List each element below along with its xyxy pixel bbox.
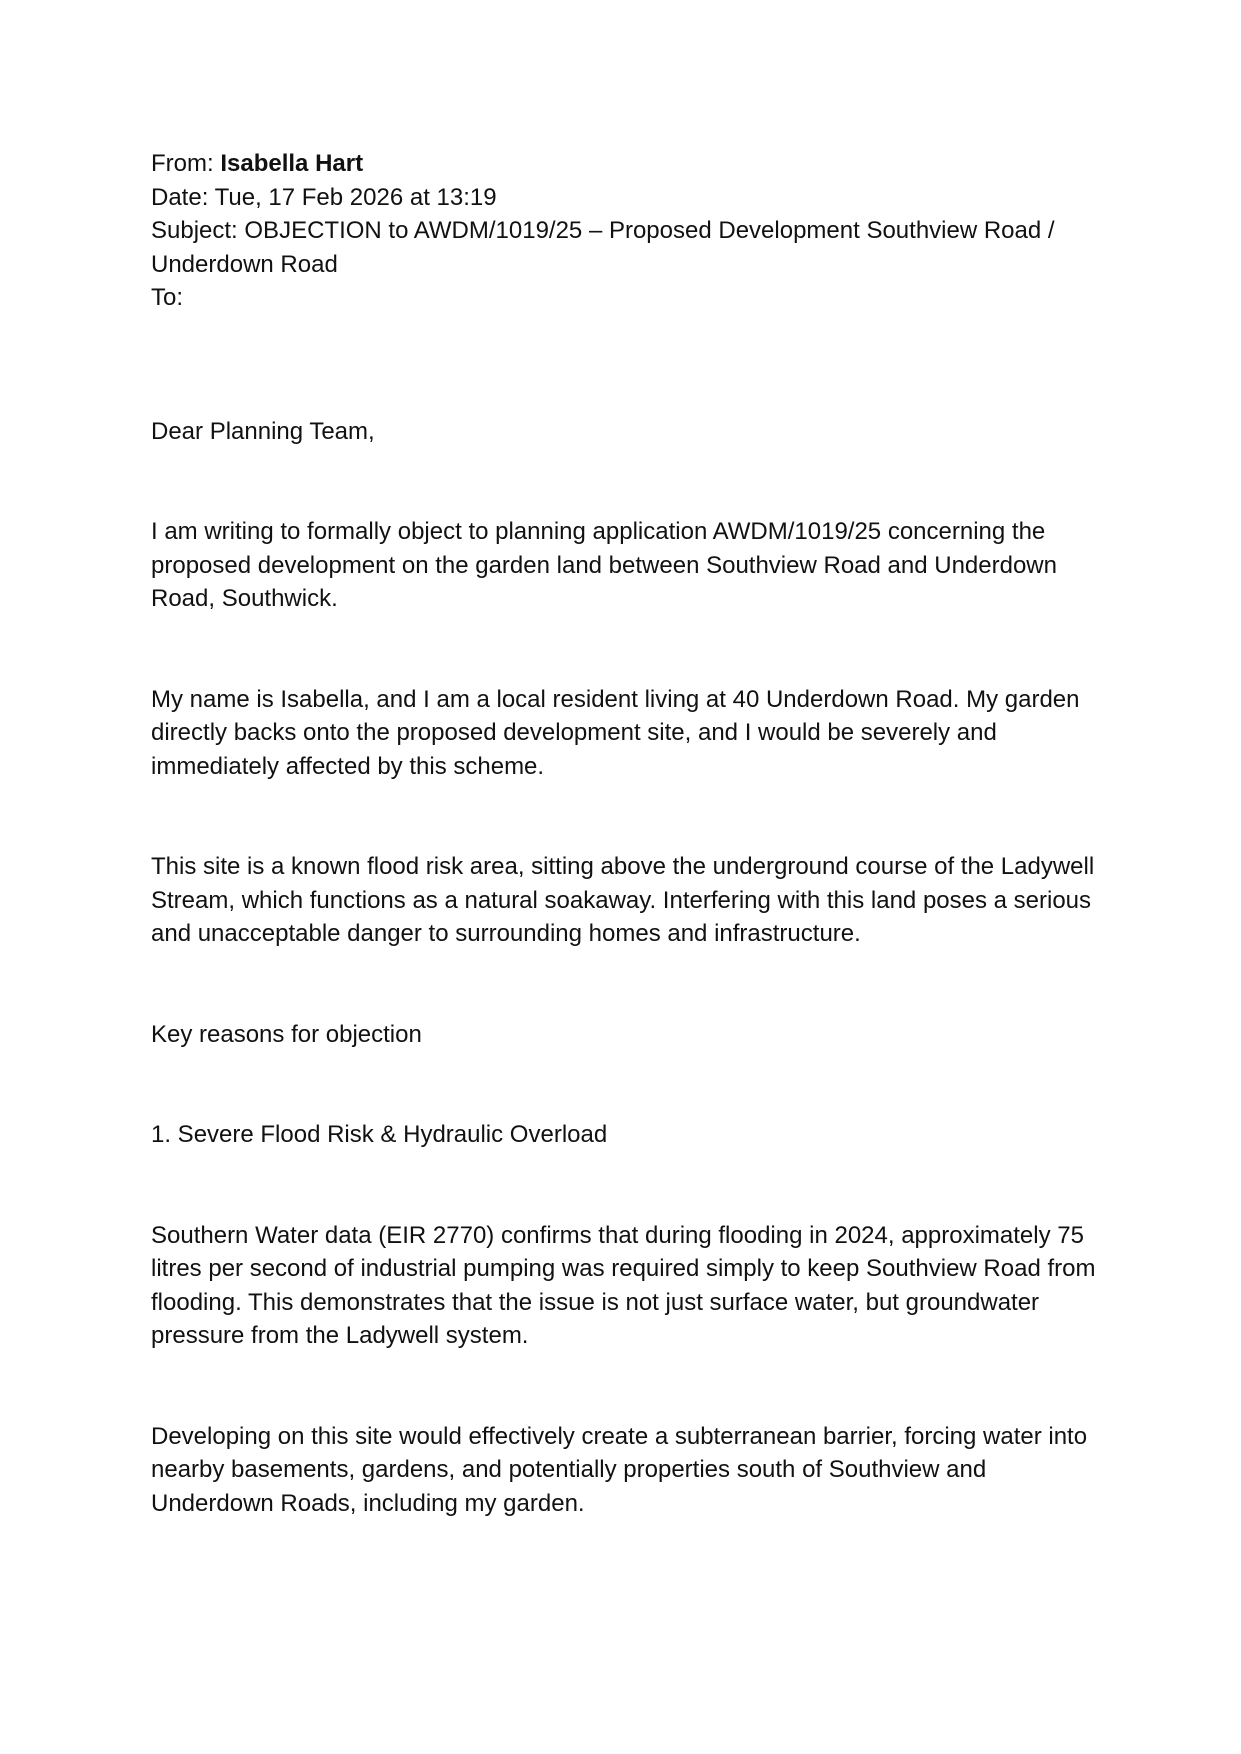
sender-name: Isabella Hart bbox=[220, 150, 364, 177]
subject-value: OBJECTION to AWDM/1019/25 – Proposed Development Southview Road / Underdown Road bbox=[151, 217, 1055, 278]
reason-1-heading: 1. Severe Flood Risk & Hydraulic Overload bbox=[151, 1121, 608, 1148]
resident-paragraph: My name is Isabella, and I am a local resident living at 40 Underdown Road. My garden directly backs onto the proposed development site, and I would be severely and immediately affected by this scheme. bbox=[151, 685, 1080, 780]
to-label: To: bbox=[151, 284, 184, 311]
date-label: Date: bbox=[151, 183, 209, 211]
from-label: From: bbox=[151, 150, 214, 177]
date-line bbox=[151, 181, 1101, 215]
subject-label: Subject: bbox=[151, 217, 238, 244]
to-line bbox=[151, 281, 1101, 315]
reasons-heading: Key reasons for objection bbox=[151, 1020, 422, 1048]
from-line bbox=[151, 147, 1101, 181]
email-document bbox=[151, 147, 1101, 1520]
email-header bbox=[151, 147, 1101, 315]
subject-line bbox=[151, 214, 1101, 281]
date-value: Tue, 17 Feb 2026 at 13:19 bbox=[214, 183, 497, 211]
flood-context-paragraph: This site is a known flood risk area, sitting above the underground course of the Ladywell Stream, which functions as a natural soakaway. Interfering with this land poses a serious and unacceptable danger to surrounding homes and infrastructure. bbox=[151, 853, 1095, 947]
greeting: Dear Planning Team, bbox=[151, 417, 375, 445]
reason-1-paragraph-2: Developing on this site would effectively create a subterranean barrier, forcing water into nearby basements, gardens, and potentially properties south of Southview and Underdown Roads, including my garden. bbox=[151, 1422, 1088, 1517]
intro-paragraph: I am writing to formally object to planning application AWDM/1019/25 concerning the proposed development on the garden land between Southview Road and Underdown Road, Southwick. bbox=[151, 518, 1057, 612]
reason-1-paragraph-1: Southern Water data (EIR 2770) confirms that during flooding in 2024, approximately 75 litres per second of industrial pumping was required simply to keep Southview Road from flooding. This demonstrates that the issue is not just surface water, but groundwater pressure from the Ladywell system. bbox=[151, 1221, 1096, 1349]
